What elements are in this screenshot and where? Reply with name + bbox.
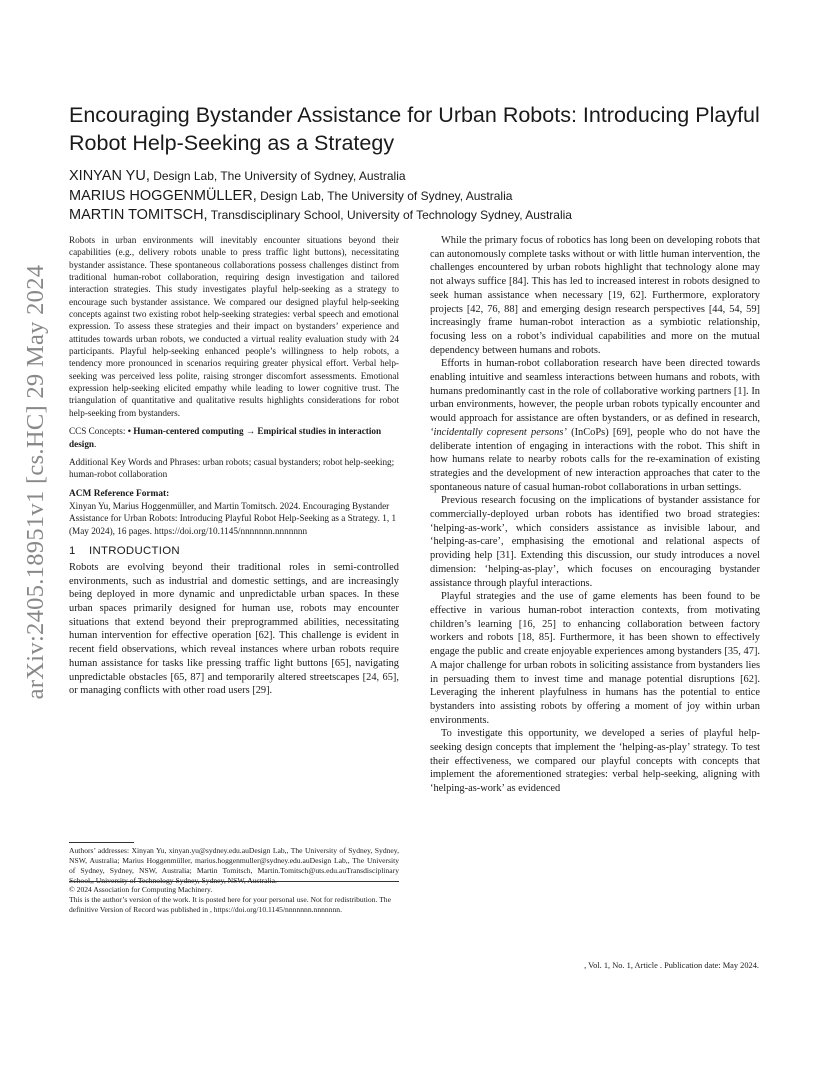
section-title: INTRODUCTION bbox=[89, 544, 180, 557]
ccs-end: . bbox=[94, 438, 97, 449]
author-addresses-footnote bbox=[69, 842, 399, 886]
author-name: XINYAN YU, bbox=[69, 168, 150, 184]
copyright-divider bbox=[69, 881, 399, 882]
abstract bbox=[69, 234, 399, 419]
paper-title: Encouraging Bystander Assistance for Urban Robots: Introducing Playful Robot Help-Seeking as a Strategy bbox=[69, 103, 760, 155]
acm-reference-heading: ACM Reference Format: bbox=[69, 488, 170, 499]
author-affiliation: Design Lab, The University of Sydney, Australia bbox=[149, 169, 406, 183]
author-line bbox=[69, 206, 769, 226]
body-paragraph: Playful strategies and the use of game elements has been found to be effective in various human-robot interaction contexts, from motivating children’s learning [16, 25] to enhancing collaboration between factory workers and robots [18, 85]. Furthermore, it has been shown to effectively engage the public and create enjoyable experiences among bystanders [35, 47]. A major challenge for urban robots in soliciting assistance from bystanders lies in persuading them to invest time and manage potential disruptions [62]. Leveraging the inherent playfulness in humans has the potential to entice bystanders into assisting robots by offering a moment of joy within urban environments. bbox=[430, 591, 760, 726]
author-name: MARIUS HOGGENMÜLLER, bbox=[69, 187, 257, 204]
body-text: (InCoPs) [69], people who do not have the deliberate intention of engaging in interactions with the robot. This shift in how humans relate to nearby robots calls for the re-examination of existing strategies and the development of new interaction approaches that cater to the spontaneous nature of casual human-robot collaborations in urban settings. bbox=[430, 426, 761, 493]
body-paragraph: While the primary focus of robotics has long been on developing robots that can autonomously complete tasks without or with little human intervention, the challenges encountered by urban robots highlight that technology alone may not always suffice [84]. This has led to increased interest in robots designed to seek human assistance when necessary [19, 62]. Furthermore, exploratory projects [42, 76, 88] and emerging design research perspectives [44, 54, 59] increasingly frame human-robot interaction as a symbiotic relationship, focusing less on a robot’s individual capabilities and more on the mutual dependency between humans and robots. bbox=[430, 235, 760, 356]
ccs-bullet: • bbox=[127, 426, 134, 437]
keywords: Additional Key Words and Phrases: urban robots; casual bystanders; robot help-seeking; human-robot collaboration bbox=[69, 456, 395, 480]
body-paragraph: To investigate this opportunity, we developed a series of playful help-seeking design concepts that implement the ‘helping-as-play’ strategy. To test their effectiveness, we compared our playful concepts with concepts that implement the aforementioned strategies: verbal help-seeking, aligning with ‘helping-as-work’ as evidenced bbox=[430, 728, 760, 795]
body-text: Efforts in human-robot collaboration research have been directed towards enabling intuitive and seamless interactions between humans and robots, with humans predominantly cast in the role of collaborative working partners [1]. In urban environments, however, the people urban robots typically encounter and would approach for assistance are often bystanders, or as defined in research, bbox=[430, 358, 760, 425]
ccs-label: CCS Concepts: bbox=[69, 426, 128, 437]
body-text-italic: ‘incidentally copresent persons’ bbox=[430, 426, 567, 438]
ccs-concepts bbox=[69, 425, 399, 450]
intro-paragraph: Robots are evolving beyond their traditional roles in semi-controlled environments, such as industrial and domestic settings, and are increasingly being deployed in more dynamic and unpredictable urban spaces. In these urban spaces primarily designed for human use, robots may encounter situations that extend beyond their preprogrammed abilities, necessitating human intervention for effective operation [62]. This challenge is evident in recent field observations, which reveal instances where urban robots require human assistance for tasks like pressing traffic light buttons [65], navigating unpredictable obstacles [65, 87] and temporarily altered streetscapes [24, 65], or managing conflicts with other road users [29]. bbox=[69, 561, 399, 697]
copyright-notice bbox=[69, 881, 399, 915]
author-line bbox=[69, 167, 769, 187]
abstract-text: Robots in urban environments will inevitably encounter situations beyond their capabilities (e.g., delivery robots unable to press traffic light buttons), necessitating bystander assistance. These spontaneous collaborations possess challenges distinct from traditional human-robot collaboration, requiring design investigation and tailored interaction strategies. This study investigates playful help-seeking as a strategy to encourage such bystander assistance. We compared our designed playful help-seeking concepts against two existing robot help-seeking strategies: verbal speech and emotional expression. To assess these strategies and their impact on bystanders’ experience and attitudes towards urban robots, we conducted a virtual reality evaluation study with 24 participants. Playful help-seeking enhanced people’s willingness to help robots, a tendency more pronounced in scenarios requiring greater physical effort. Verbal help-seeking was perceived less polite, raising stronger discomfort assessments. Emotional expression help-seeking elicited empathy while leading to lower cognitive trust. The triangulation of quantitative and qualitative results highlights considerations for robot help-seeking from bystanders. bbox=[69, 235, 399, 418]
author-addresses-text: Authors’ addresses: Xinyan Yu, xinyan.yu@sydney.edu.auDesign Lab,, The University of Sydney, Sydney, NSW, Australia; Marius Hoggenmüller, marius.hoggenmuller@sydney.edu.auDesign Lab,, The University of Sydney, Sydney, NSW, Australia; Martin Tomitsch, Martin.Tomitsch@uts.edu.auTransdisciplinary School,, University of Technology Sydney, Sydney, NSW, Australia. bbox=[69, 846, 399, 885]
author-name: MARTIN TOMITSCH, bbox=[69, 207, 208, 223]
arxiv-identifier-stamp bbox=[22, 264, 50, 700]
running-footer: , Vol. 1, No. 1, Article . Publication date: May 2024. bbox=[584, 961, 759, 970]
author-line bbox=[69, 187, 769, 207]
acm-reference-text: Xinyan Yu, Marius Hoggenmüller, and Martin Tomitsch. 2024. Encouraging Bystander Assistance for Urban Robots: Introducing Playful Robot Help-Seeking as a Strategy. 1, 1 (May 2024), 16 pages. https://doi.org/10.1145/nnnnnnn.nnnnnnn bbox=[69, 501, 397, 536]
author-list bbox=[69, 167, 769, 226]
ccs-concepts-text: Human-centered computing → Empirical studies in interaction design bbox=[69, 426, 382, 449]
intro-body bbox=[69, 561, 399, 698]
section-heading bbox=[69, 544, 399, 558]
copyright-line: This is the author’s version of the work. It is posted here for your personal use. Not for redistribution. The definitive Version of Record was published in , https://doi.org/10.1145/nnnnnnn.nnnnnnn. bbox=[69, 895, 391, 914]
author-affiliation: Design Lab, The University of Sydney, Australia bbox=[256, 188, 513, 203]
section-number: 1 bbox=[69, 544, 76, 557]
copyright-line: © 2024 Association for Computing Machinery. bbox=[69, 885, 213, 894]
body-paragraph bbox=[430, 357, 760, 494]
left-column bbox=[69, 234, 399, 698]
right-column bbox=[430, 234, 760, 796]
arxiv-identifier-text: arXiv:2405.18951v1 [cs.HC] 29 May 2024 bbox=[22, 264, 49, 700]
body-paragraph: Previous research focusing on the implications of bystander assistance for commercially-deployed urban robots has identified two broad strategies: ‘helping-as-work’, which considers assistance as invisible labour, and ‘helping-as-care’, emphasising the emotional and relational aspects of providing help [31]. Extending this discussion, our study introduces a novel dimension: ‘helping-as-play’, which focuses on encouraging bystander assistance through playful interactions. bbox=[430, 495, 760, 589]
author-affiliation: Transdisciplinary School, University of Technology Sydney, Australia bbox=[207, 208, 572, 222]
